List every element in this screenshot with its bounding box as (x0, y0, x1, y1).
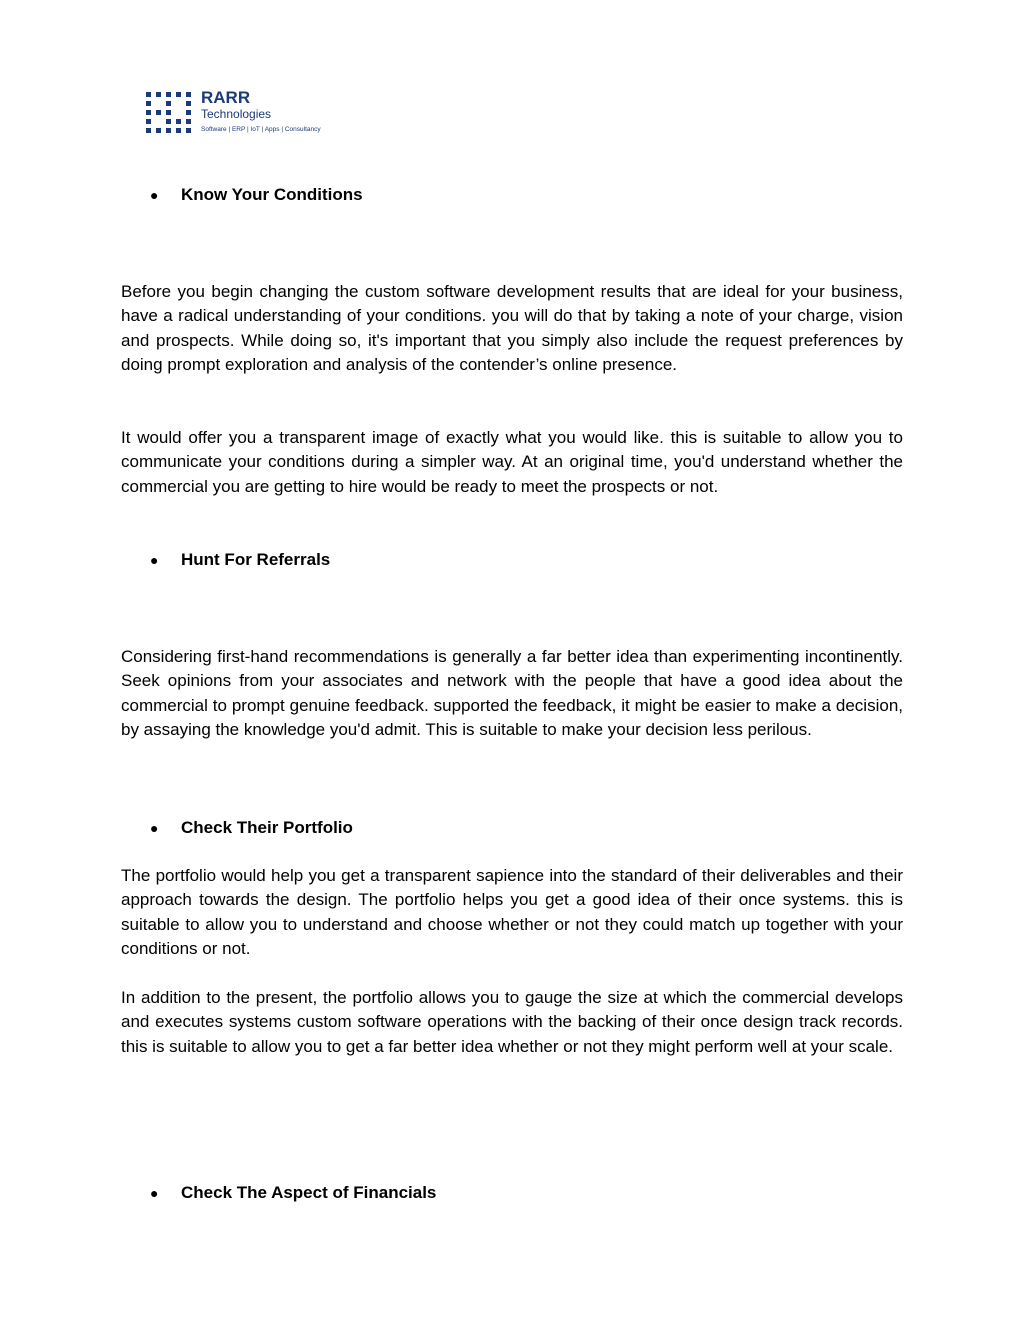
heading-text: Know Your Conditions (181, 185, 363, 204)
heading-text: Check The Aspect of Financials (181, 1183, 437, 1202)
paragraph: The portfolio would help you get a transparent sapience into the standard of their deliverables and their approach towards the design. The portfolio helps you get a good idea of their once systems. this is suitable to allow you to understand and choose whether or not they could match up together with your conditions or not. (121, 866, 903, 959)
paragraph: Before you begin changing the custom software development results that are ideal for your business, have a radical understanding of your conditions. you will do that by taking a note of your charge, vision and prospects. While doing so, it's important that you simply also include the request preferences by doing prompt exploration and analysis of the contender’s online presence. (121, 282, 903, 375)
company-logo (146, 88, 346, 138)
bullet-icon: ● (150, 1185, 159, 1201)
bullet-icon: ● (150, 187, 159, 203)
paragraph: It would offer you a transparent image of exactly what you would like. this is suitable to allow you to communicate your conditions during a simpler way. At an original time, you'd understand whether the commercial you are getting to hire would be ready to meet the prospects or not. (121, 428, 903, 496)
paragraph: Considering first-hand recommendations is generally a far better idea than experimenting incontinently. Seek opinions from your associates and network with the people that have a good idea about the commercial to prompt genuine feedback. supported the feedback, it might be easier to make a decision, by assaying the knowledge you'd admit. This is suitable to make your decision less perilous. (121, 647, 903, 740)
bullet-icon: ● (150, 820, 159, 836)
logo-subtitle: Technologies (201, 107, 272, 121)
bullet-icon: ● (150, 552, 159, 568)
heading-text: Hunt For Referrals (181, 550, 331, 569)
heading-text: Check Their Portfolio (181, 818, 353, 837)
paragraph: In addition to the present, the portfolio allows you to gauge the size at which the commercial develops and executes systems custom software operations with the backing of their once design track records. this is suitable to allow you to get a far better idea whether or not they might perform well at your scale. (121, 988, 903, 1056)
logo-tagline: Software | ERP | IoT | Apps | Consultancy (201, 126, 321, 133)
logo-name: RARR (201, 88, 251, 107)
logo-grid-icon (146, 92, 192, 132)
